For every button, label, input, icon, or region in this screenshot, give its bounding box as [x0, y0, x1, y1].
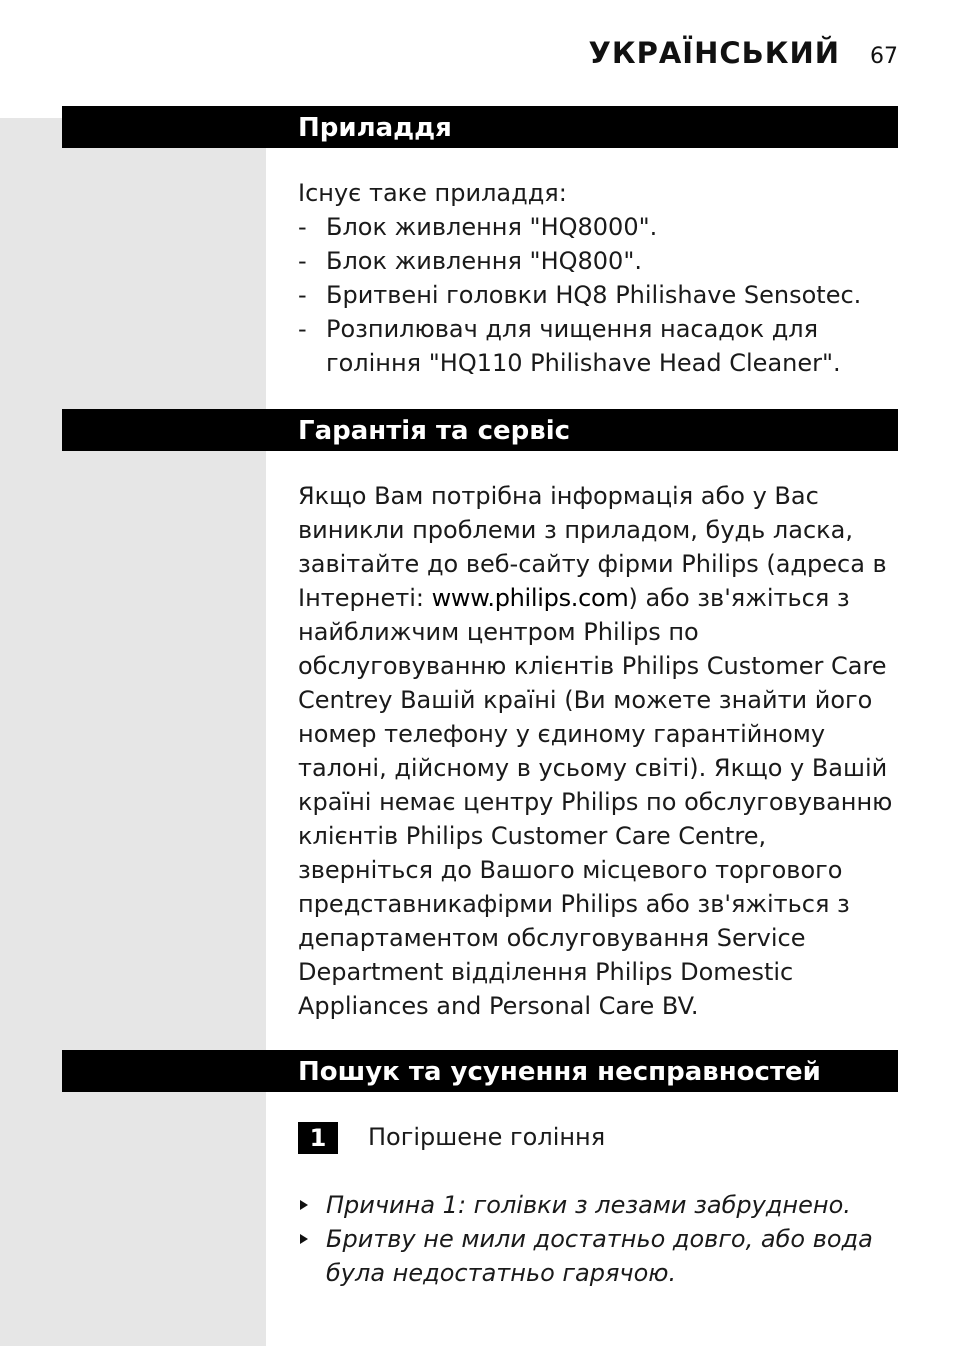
problem-item — [298, 1120, 898, 1154]
accessories-content — [298, 176, 908, 380]
list-item: Причина 1: голівки з лезами забруднено. — [298, 1188, 898, 1222]
list-item: Бритву не мили достатньо довго, або вода була недостатньо гарячою. — [298, 1222, 898, 1290]
causes-list — [298, 1188, 898, 1290]
side-margin-panel — [0, 118, 266, 1346]
accessories-list — [298, 210, 908, 380]
list-item: - Бритвені головки HQ8 Philishave Sensotec. — [298, 281, 862, 309]
triangle-bullet-icon — [300, 1234, 308, 1244]
section-header-accessories — [62, 106, 898, 148]
section-title-accessories: Приладдя — [298, 113, 452, 143]
page-language-title: УКРАЇНСЬКИЙ — [588, 36, 840, 70]
warranty-paragraph: Якщо Вам потрібна інформація або у Вас виникли проблеми з приладом, будь ласка, завітайте до веб-сайту фірми Philips (адреса в Інтернеті: www.philips.com) або зв'яжіться з найближчим центром Philips по обслуговуванню клієнтів Philips Customer Care Centrey Вашій країні (Ви можете знайти його номер телефону у єдиному гарантійному талоні, дійсному в усьому світі). Якщо у Вашій країні немає центру Philips по обслуговуванню клієнтів Philips Customer Care Centre, зверніться до Вашого місцевого торгового представникафірми Philips або зв'яжіться з департаментом обслуговування Service Department відділення Philips Domestic Appliances and Personal Care BV. — [298, 482, 893, 1020]
warranty-content — [298, 479, 898, 1023]
section-title-warranty: Гарантія та сервіс — [298, 416, 571, 446]
list-item: - Розпилювач для чищення насадок для гоління "HQ110 Philishave Head Cleaner". — [298, 315, 841, 377]
list-item: - Блок живлення "HQ8000". — [298, 213, 658, 241]
philips-website-link[interactable]: www.philips.com — [431, 584, 629, 612]
triangle-bullet-icon — [300, 1200, 308, 1210]
list-item: - Блок живлення "HQ800". — [298, 247, 642, 275]
section-header-warranty — [62, 409, 898, 451]
section-header-troubleshooting — [62, 1050, 898, 1092]
accessories-intro: Існує таке приладдя: — [298, 179, 567, 207]
problem-label: Погіршене гоління — [368, 1123, 606, 1151]
section-title-troubleshooting: Пошук та усунення несправностей — [298, 1057, 821, 1087]
problem-number-badge: 1 — [298, 1122, 338, 1154]
page-number: 67 — [870, 44, 898, 69]
